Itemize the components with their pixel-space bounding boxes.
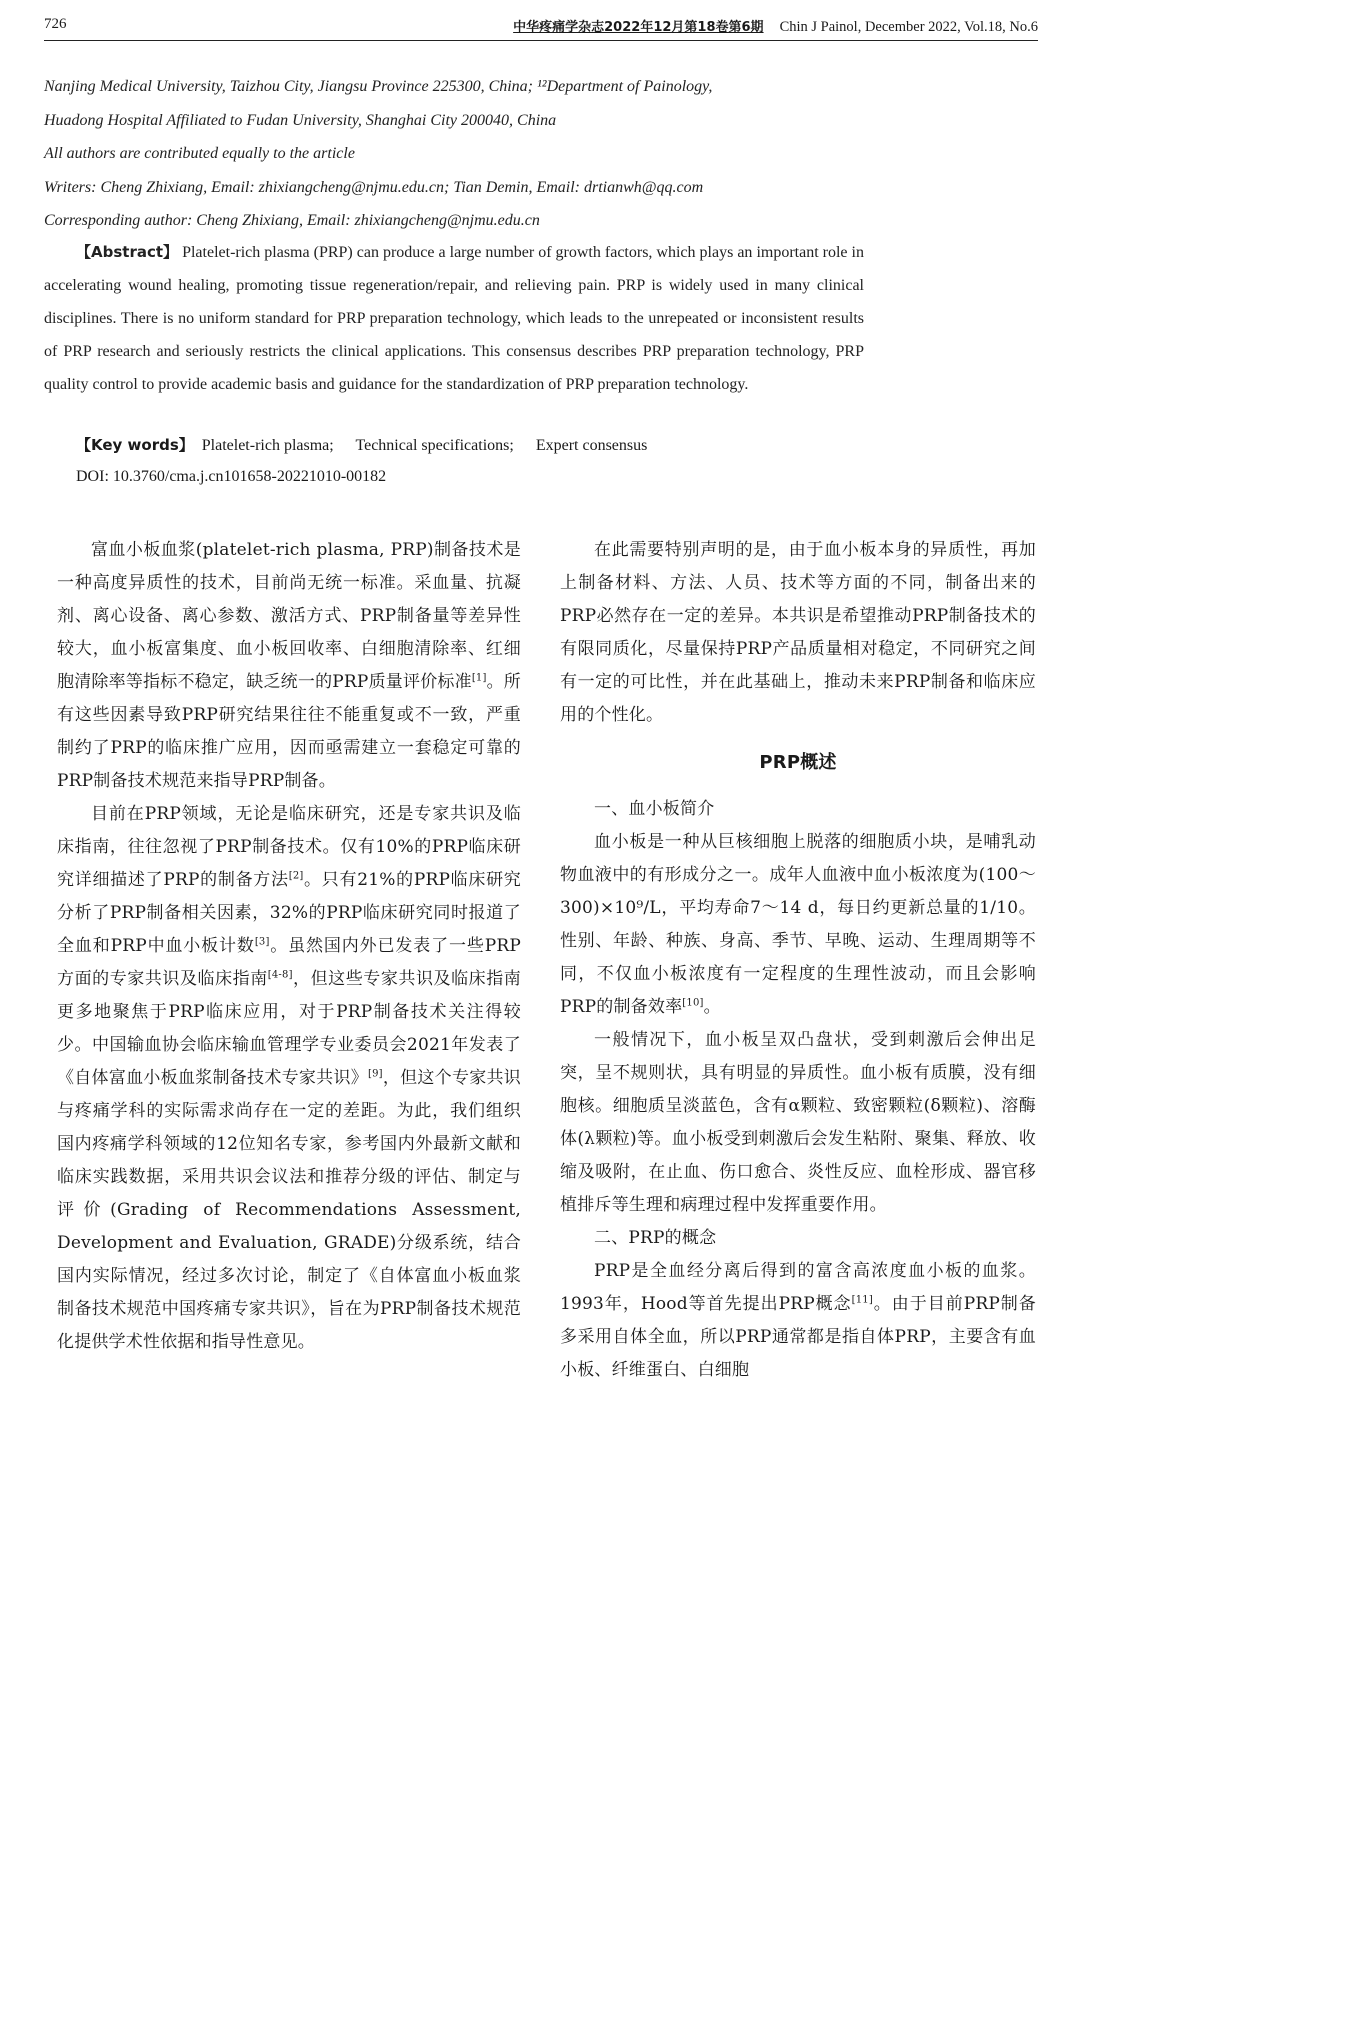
affiliation-line: Nanjing Medical University, Taizhou City, Jiangsu Province 225300, China; ¹²Department of Painology,	[44, 78, 713, 95]
paragraph: 富血小板血浆(platelet-rich plasma, PRP)制备技术是一种高度异质性的技术，目前尚无统一标准。采血量、抗凝剂、离心设备、离心参数、激活方式、PRP制备量等差异性较大，血小板富集度、血小板回收率、白细胞清除率、红细胞清除率等指标不稳定，缺乏统一的PRP质量评价标准[1]。所有这些因素导致PRP研究结果往往不能重复或不一致，严重制约了PRP的临床推广应用，因而亟需建立一套稳定可靠的PRP制备技术规范来指导PRP制备。	[57, 540, 521, 791]
affiliation-line: Huadong Hospital Affiliated to Fudan University, Shanghai City 200040, China	[44, 111, 557, 129]
keyword: Technical specifications;	[355, 437, 514, 454]
journal-title-en: Chin J Painol, December 2022, Vol.18, No.6	[779, 19, 1038, 35]
paragraph: 血小板是一种从巨核细胞上脱落的细胞质小块，是哺乳动物血液中的有形成分之一。成年人血液中血小板浓度为(100～300)×10⁹/L，平均寿命7～14 d，每日约更新总量的1/10。性别、年龄、种族、身高、季节、早晚、运动、生理周期等不同，不仅血小板浓度有一定程度的生理性波动，而且会影响PRP的制备效率[10]。	[560, 832, 1036, 1017]
journal-citation	[513, 16, 1038, 36]
writers-line: Writers: Cheng Zhixiang, Email: zhixiangcheng@njmu.edu.cn; Tian Demin, Email: drtianwh@qq.com	[44, 178, 704, 196]
citation-ref: [2]	[288, 870, 304, 882]
right-column	[560, 534, 1036, 1387]
abstract-text: Platelet-rich plasma (PRP) can produce a large number of growth factors, which plays an important role in accelerating wound healing, promoting tissue regeneration/repair, and relieving pain. PRP is widely used in many clinical disciplines. There is no uniform standard for PRP preparation technology, which leads to the unrepeated or inconsistent results of PRP research and seriously restricts the clinical applications. This consensus describes PRP preparation technology, PRP quality control to provide academic basis and guidance for the standardization of PRP preparation technology.	[44, 244, 864, 393]
doi: DOI: 10.3760/cma.j.cn101658-20221010-00182	[76, 468, 387, 485]
keyword: Platelet-rich plasma;	[201, 437, 334, 454]
citation-ref: [11]	[851, 1294, 873, 1306]
abstract-label: 【Abstract】	[76, 243, 179, 261]
citation-ref: [9]	[368, 1068, 383, 1080]
journal-title-cn: 中华疼痛学杂志2022年12月第18卷第6期	[513, 20, 764, 35]
abstract	[44, 236, 864, 401]
citation-ref: [1]	[471, 672, 487, 684]
section-heading: PRP概述	[759, 752, 837, 773]
subsection-heading: 一、血小板简介	[594, 799, 715, 819]
keywords	[76, 434, 665, 455]
subsection-heading: 二、PRP的概念	[594, 1228, 717, 1248]
corresponding-author: Corresponding author: Cheng Zhixiang, Email: zhixiangcheng@njmu.edu.cn	[44, 212, 540, 229]
citation-ref: [3]	[254, 936, 270, 948]
page-number: 726	[44, 16, 67, 32]
running-header	[44, 8, 1038, 41]
paragraph: PRP是全血经分离后得到的富含高浓度血小板的血浆。1993年，Hood等首先提出PRP概念[11]。由于目前PRP制备多采用自体全血，所以PRP通常都是指自体PRP，主要含有血小板、纤维蛋白、白细胞	[560, 1261, 1036, 1380]
left-column	[57, 534, 521, 1359]
paragraph: 一般情况下，血小板呈双凸盘状，受到刺激后会伸出足突，呈不规则状，具有明显的异质性。血小板有质膜，没有细胞核。细胞质呈淡蓝色，含有α颗粒、致密颗粒(δ颗粒)、溶酶体(λ颗粒)等。血小板受到刺激后会发生粘附、聚集、释放、收缩及吸附，在止血、伤口愈合、炎性反应、血栓形成、器官移植排斥等生理和病理过程中发挥重要作用。	[560, 1030, 1036, 1215]
paragraph: 目前在PRP领域，无论是临床研究，还是专家共识及临床指南，往往忽视了PRP制备技术。仅有10%的PRP临床研究详细描述了PRP的制备方法[2]。只有21%的PRP临床研究分析了PRP制备相关因素，32%的PRP临床研究同时报道了全血和PRP中血小板计数[3]。虽然国内外已发表了一些PRP方面的专家共识及临床指南[4-8]，但这些专家共识及临床指南更多地聚焦于PRP临床应用，对于PRP制备技术关注得较少。中国输血协会临床输血管理学专业委员会2021年发表了《自体富血小板血浆制备技术专家共识》[9]，但这个专家共识与疼痛学科的实际需求尚存在一定的差距。为此，我们组织国内疼痛学科领域的12位知名专家，参考国内外最新文献和临床实践数据，采用共识会议法和推荐分级的评估、制定与评价(Grading of Recommendations Assessment, Development and Evaluation, GRADE)分级系统，结合国内实际情况，经过多次讨论，制定了《自体富血小板血浆制备技术规范中国疼痛专家共识》，旨在为PRP制备技术规范化提供学术性依据和指导性意见。	[57, 804, 521, 1352]
paragraph: 在此需要特别声明的是，由于血小板本身的异质性，再加上制备材料、方法、人员、技术等方面的不同，制备出来的PRP必然存在一定的差异。本共识是希望推动PRP制备技术的有限同质化，尽量保持PRP产品质量相对稳定，不同研究之间有一定的可比性，并在此基础上，推动未来PRP制备和临床应用的个性化。	[560, 540, 1036, 725]
citation-ref: [4-8]	[267, 969, 293, 981]
citation-ref: [10]	[682, 997, 704, 1009]
affiliation-block	[44, 70, 880, 238]
keyword: Expert consensus	[535, 437, 648, 454]
keywords-label: 【Key words】	[76, 436, 194, 454]
contribution-note: All authors are contributed equally to the article	[44, 145, 355, 162]
